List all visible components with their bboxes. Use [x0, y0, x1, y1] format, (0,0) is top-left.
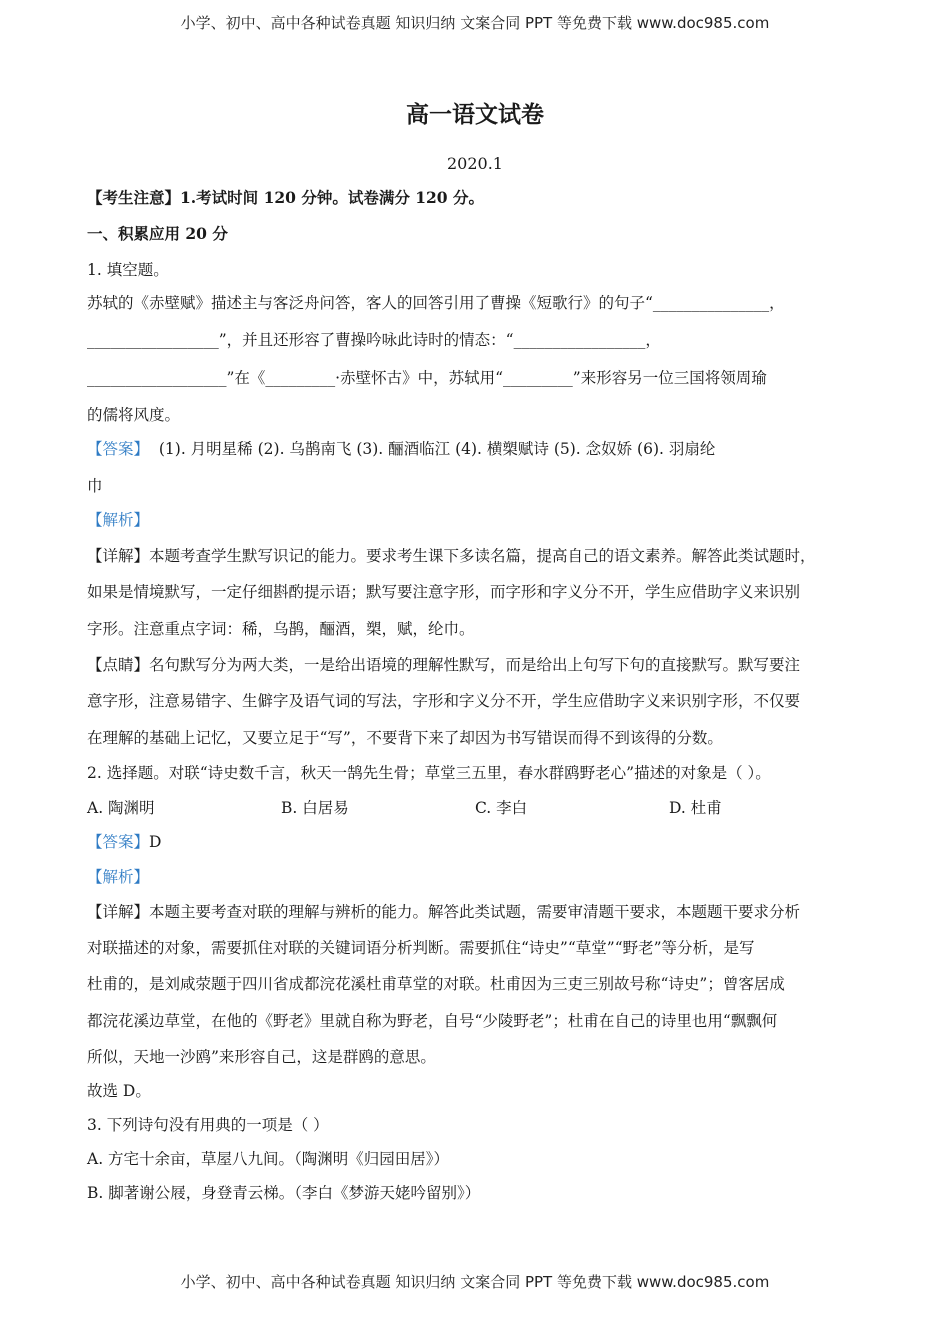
section-heading: 一、积累应用 20 分	[87, 224, 228, 243]
page-footer: 小学、初中、高中各种试卷真题 知识归纳 文案合同 PPT 等免费下载 www.doc985.com	[180, 1273, 770, 1291]
answer-text: (1). 月明星稀 (2). 乌鹊南飞 (3). 酾酒临江 (4). 横槊赋诗 (5). 念奴娇 (6). 羽扇纶	[158, 440, 716, 458]
answer-label: 【答案】	[87, 440, 150, 458]
q1-answer-cont: 巾	[87, 477, 103, 495]
option-b: B. 白居易	[281, 799, 349, 817]
q1-stem: 1. 填空题。	[87, 261, 169, 279]
q1-line: 的儒将风度。	[87, 406, 181, 424]
page-header: 小学、初中、高中各种试卷真题 知识归纳 文案合同 PPT 等免费下载 www.doc985.com	[180, 14, 770, 32]
analysis-label: 【解析】	[87, 511, 150, 529]
q2-detail: 杜甫的，是刘咸荥题于四川省成都浣花溪杜甫草堂的对联。杜甫因为三吏三别故号称“诗史”；曾客居成	[87, 975, 785, 993]
answer-label: 【答案】	[87, 833, 150, 851]
q3-option-b: B. 脚著谢公屐，身登青云梯。（李白《梦游天姥吟留别》）	[87, 1184, 481, 1202]
option-a: A. 陶渊明	[87, 799, 155, 817]
q1-line: 苏轼的《赤壁赋》描述主与客泛舟问答，客人的回答引用了曹操《短歌行》的句子“_______________，	[87, 294, 785, 312]
option-c: C. 李白	[475, 799, 528, 817]
q1-line: __________________”在《_________·赤壁怀古》中，苏轼用“_________”来形容另一位三国将领周瑜	[87, 369, 767, 387]
document-body	[87, 186, 862, 1215]
q1-line: _________________”，并且还形容了曹操吟咏此诗时的情态：“_________________，	[87, 331, 661, 349]
q1-point: 在理解的基础上记忆，又要立足于“写”，不要背下来了却因为书写错误而得不到该得的分数。	[87, 729, 723, 747]
q2-detail: 都浣花溪边草堂，在他的《野老》里就自称为野老，自号“少陵野老”；杜甫在自己的诗里也用“飘飘何	[87, 1012, 778, 1030]
q1-answer	[87, 437, 862, 474]
q1-detail: 【详解】本题考查学生默写识记的能力。要求考生课下多读名篇，提高自己的语文素养。解答此类试题时，	[87, 547, 816, 565]
q2-detail: 所似，天地一沙鸥”来形容自己，这是群鸥的意思。	[87, 1048, 436, 1066]
exam-notice: 【考生注意】1.考试时间 120 分钟。试卷满分 120 分。	[87, 188, 484, 207]
q1-point: 【点睛】名句默写分为两大类，一是给出语境的理解性默写，而是给出上句写下句的直接默写。默写要注	[87, 656, 801, 674]
q2-detail: 对联描述的对象，需要抓住对联的关键词语分析判断。需要抓住“诗史”“草堂”“野老”等分析，是写	[87, 939, 755, 957]
q1-point: 意字形，注意易错字、生僻字及语气词的写法，字形和字义分不开，学生应借助字义来识别字形，不仅要	[87, 692, 801, 710]
option-d: D. 杜甫	[669, 799, 722, 817]
q2-answer	[87, 830, 862, 865]
page-title: 高一语文试卷	[406, 101, 544, 128]
analysis-label: 【解析】	[87, 868, 150, 886]
q3-stem: 3. 下列诗句没有用典的一项是（ ）	[87, 1116, 329, 1134]
q2-options	[87, 796, 862, 830]
q1-detail: 如果是情境默写，一定仔细斟酌提示语；默写要注意字形，而字形和字义分不开，学生应借助字义来识别	[87, 583, 801, 601]
q3-option-a: A. 方宅十余亩，草屋八九间。（陶渊明《归园田居》）	[87, 1150, 450, 1168]
q2-conclusion: 故选 D。	[87, 1082, 151, 1100]
q2-stem: 2. 选择题。对联“诗史数千言，秋天一鹄先生骨；草堂三五里，春水群鸥野老心”描述的对象是（ ）。	[87, 764, 771, 782]
q2-detail: 【详解】本题主要考查对联的理解与辨析的能力。解答此类试题，需要审清题干要求，本题题干要求分析	[87, 903, 801, 921]
answer-text: D	[149, 833, 162, 851]
q1-detail: 字形。注意重点字词：稀，乌鹊，酾酒，槊，赋，纶巾。	[87, 620, 475, 638]
exam-date: 2020.1	[447, 154, 503, 173]
